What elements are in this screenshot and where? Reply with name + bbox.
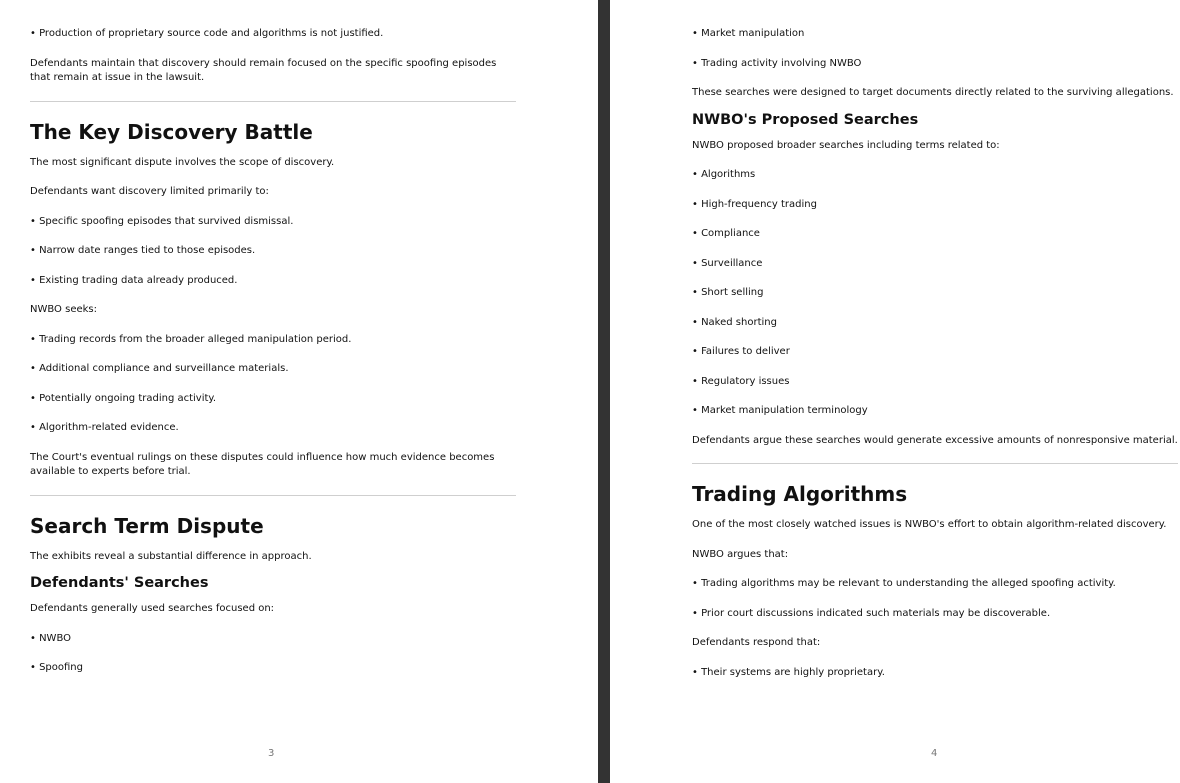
paragraph: The exhibits reveal a substantial difference in approach. <box>30 550 312 562</box>
page-number: 3 <box>268 748 275 759</box>
section-heading-trading-algorithms: Trading Algorithms <box>692 482 908 506</box>
bullet-item: • Their systems are highly proprietary. <box>692 666 885 678</box>
page-number: 4 <box>931 748 938 759</box>
paragraph: NWBO seeks: <box>30 304 97 315</box>
bullet-item: • Potentially ongoing trading activity. <box>30 392 217 404</box>
paragraph: The most significant dispute involves the scope of discovery. <box>30 156 335 168</box>
document-page-4 <box>610 0 1180 783</box>
bullet-item: • Compliance <box>692 228 760 239</box>
bullet-item: • Specific spoofing episodes that survived dismissal. <box>30 215 294 227</box>
section-divider <box>30 101 516 102</box>
section-heading-search-term-dispute: Search Term Dispute <box>30 513 264 538</box>
bullet-item: • Regulatory issues <box>692 375 790 387</box>
bullet-item: • Production of proprietary source code and algorithms is not justified. <box>30 28 384 39</box>
bullet-item: • Market manipulation terminology <box>692 405 868 416</box>
paragraph: NWBO argues that: <box>692 548 789 560</box>
section-divider <box>692 463 1178 464</box>
paragraph: Defendants argue these searches would generate excessive amounts of nonresponsive material. <box>692 434 1178 446</box>
bullet-item: • Trading records from the broader alleged manipulation period. <box>30 333 352 345</box>
paragraph: These searches were designed to target documents directly related to the surviving allegations. <box>692 87 1174 98</box>
section-divider <box>30 495 516 496</box>
bullet-item: • Failures to deliver <box>692 346 790 357</box>
bullet-item: • Short selling <box>692 287 764 298</box>
page-4-content <box>692 27 1178 695</box>
bullet-item: • Existing trading data already produced. <box>30 274 238 286</box>
bullet-item: • Narrow date ranges tied to those episodes. <box>30 245 256 256</box>
bullet-item: • Trading algorithms may be relevant to understanding the alleged spoofing activity. <box>692 578 1116 589</box>
bullet-item: • Algorithm-related evidence. <box>30 422 179 433</box>
bullet-item: • High-frequency trading <box>692 198 817 210</box>
page-3-content <box>30 27 516 691</box>
paragraph: The Court's eventual rulings on these disputes could influence how much evidence becomes available to experts before trial. <box>30 451 495 477</box>
bullet-item: • Algorithms <box>692 169 756 180</box>
subsection-heading-defendants-searches: Defendants' Searches <box>30 575 209 591</box>
bullet-item: • Surveillance <box>692 257 763 269</box>
paragraph: Defendants maintain that discovery should remain focused on the specific spoofing episodes that remain at issue in the lawsuit. <box>30 57 497 83</box>
paragraph: One of the most closely watched issues is NWBO's effort to obtain algorithm-related discovery. <box>692 519 1167 530</box>
bullet-item: • Trading activity involving NWBO <box>692 57 862 69</box>
bullet-item: • Spoofing <box>30 662 83 673</box>
paragraph: NWBO proposed broader searches including terms related to: <box>692 139 1000 151</box>
bullet-item: • NWBO <box>30 632 72 644</box>
page-gutter <box>598 0 610 783</box>
paragraph: Defendants generally used searches focused on: <box>30 603 275 614</box>
section-heading-key-discovery-battle: The Key Discovery Battle <box>30 119 313 144</box>
paragraph: Defendants respond that: <box>692 637 821 648</box>
paragraph: Defendants want discovery limited primarily to: <box>30 186 269 197</box>
bullet-item: • Additional compliance and surveillance materials. <box>30 363 289 374</box>
bullet-item: • Market manipulation <box>692 28 805 39</box>
bullet-item: • Naked shorting <box>692 316 777 328</box>
subsection-heading-nwbo-proposed-searches: NWBO's Proposed Searches <box>692 111 919 128</box>
bullet-item: • Prior court discussions indicated such materials may be discoverable. <box>692 607 1051 619</box>
